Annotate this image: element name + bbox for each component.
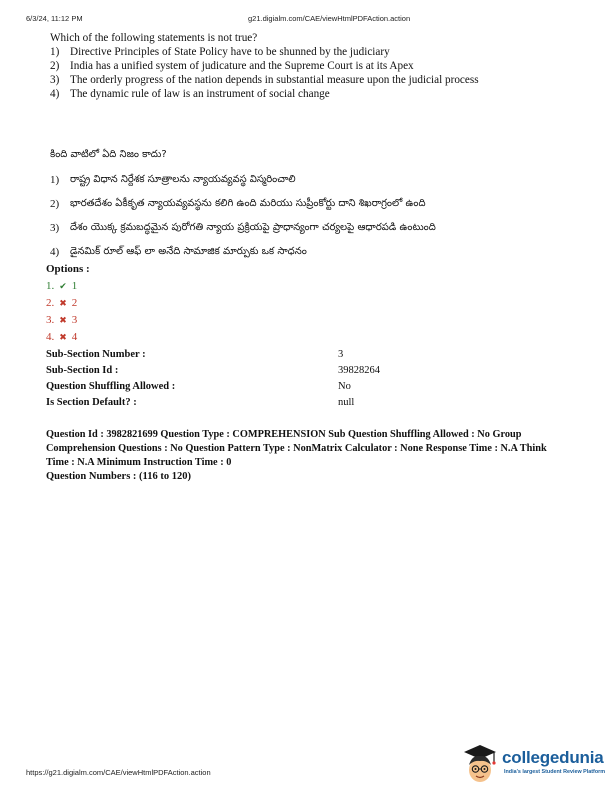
meta-value: 39828264	[338, 365, 380, 376]
options-block	[46, 262, 90, 346]
statement-text: The dynamic rule of law is an instrument of social change	[70, 88, 330, 100]
statement-list-en	[50, 45, 550, 101]
statement-en	[50, 45, 550, 59]
option-number: 2.	[46, 297, 55, 309]
statement-number: 3)	[50, 222, 60, 234]
browser-header	[0, 14, 612, 26]
statement-text: The orderly progress of the nation depends in substantial measure upon the judicial process	[70, 74, 479, 86]
cross-icon: ✖	[59, 298, 67, 308]
statement-text: భారతదేశం ఏకీకృత న్యాయవ్యవస్థను కలిగి ఉంది మరియు సుప్రీంకోర్టు దాని శిఖరాగ్రంలో ఉంది	[70, 198, 426, 209]
option-4	[46, 329, 90, 346]
statement-number: 3)	[50, 74, 60, 86]
option-1	[46, 278, 90, 295]
meta-label: Is Section Default? :	[46, 397, 137, 408]
footer-url[interactable]: https://g21.digialm.com/CAE/viewHtmlPDFAction.action	[26, 768, 211, 777]
option-number: 3.	[46, 314, 55, 326]
logo-tagline: India's largest Student Review Platform	[504, 769, 606, 775]
meta-value: 3	[338, 349, 344, 360]
check-icon: ✔	[59, 281, 67, 291]
question-info: Question Id : 3982821699 Question Type : COMPREHENSION Sub Question Shuffling Allowed : No Group Comprehension Questions : No Question Pattern Type : NonMatrix Calculator : None Response Time : N.A Think Time : N.A Minimum Instruction Time : 0	[46, 429, 547, 468]
meta-row	[46, 379, 466, 395]
option-value: 4	[71, 331, 78, 343]
option-value: 3	[71, 314, 78, 326]
statement-number: 2)	[50, 60, 60, 72]
option-value: 2	[71, 297, 78, 309]
option-value: 1	[71, 280, 78, 292]
statement-text: డైనమిక్ రూల్ ఆఫ్ లా అనేది సామాజిక మార్పుకు ఒక సాధనం	[70, 246, 307, 257]
statement-en	[50, 87, 550, 101]
statement-te	[50, 192, 550, 216]
option-3	[46, 312, 90, 329]
meta-value: No	[338, 381, 351, 392]
meta-value: null	[338, 397, 355, 408]
option-number: 4.	[46, 331, 55, 343]
statement-number: 4)	[50, 88, 60, 100]
logo-wordmark: collegedunia	[502, 748, 604, 767]
meta-label: Sub-Section Number :	[46, 349, 146, 360]
statement-text: Directive Principles of State Policy have to be shunned by the judiciary	[70, 46, 390, 58]
option-2	[46, 295, 90, 312]
question-telugu	[50, 147, 550, 264]
question-english	[50, 31, 550, 101]
statement-list-te	[50, 168, 550, 264]
question-stem-en: Which of the following statements is not true?	[50, 32, 258, 44]
statement-te	[50, 216, 550, 240]
statement-text: India has a unified system of judicature and the Supreme Court is at its Apex	[70, 60, 414, 72]
cross-icon: ✖	[59, 332, 67, 342]
statement-te	[50, 240, 550, 264]
statement-number: 2)	[50, 198, 60, 210]
statement-number: 1)	[50, 174, 60, 186]
statement-te	[50, 168, 550, 192]
meta-label: Sub-Section Id :	[46, 365, 119, 376]
question-stem-te: కింది వాటిలో ఏది నిజం కాదు?	[50, 149, 167, 160]
statement-number: 1)	[50, 46, 60, 58]
option-number: 1.	[46, 280, 55, 292]
statement-en	[50, 73, 550, 87]
statement-number: 4)	[50, 246, 60, 258]
question-numbers: Question Numbers : (116 to 120)	[46, 471, 191, 482]
mascot-icon	[458, 740, 500, 786]
meta-label: Question Shuffling Allowed :	[46, 381, 176, 392]
print-timestamp: 6/3/24, 11:12 PM	[26, 14, 83, 23]
meta-row	[46, 347, 466, 363]
header-url[interactable]: g21.digialm.com/CAE/viewHtmlPDFAction.action	[248, 14, 411, 23]
statement-text: రాష్ట్ర విధాన నిర్దేశక సూత్రాలను న్యాయవ్యవస్థ విస్మరించాలి	[70, 174, 296, 185]
statement-en	[50, 59, 550, 73]
collegedunia-logo	[458, 740, 608, 786]
statement-text: దేశం యొక్క క్రమబద్ధమైన పురోగతి న్యాయ ప్రక్రియపై ప్రాధాన్యంగా చర్యలపై ఆధారపడి ఉంటుంది	[70, 222, 436, 233]
options-label: Options :	[46, 263, 90, 275]
meta-row	[46, 363, 466, 379]
cross-icon: ✖	[59, 315, 67, 325]
meta-row	[46, 395, 466, 411]
subsection-details	[46, 347, 466, 411]
